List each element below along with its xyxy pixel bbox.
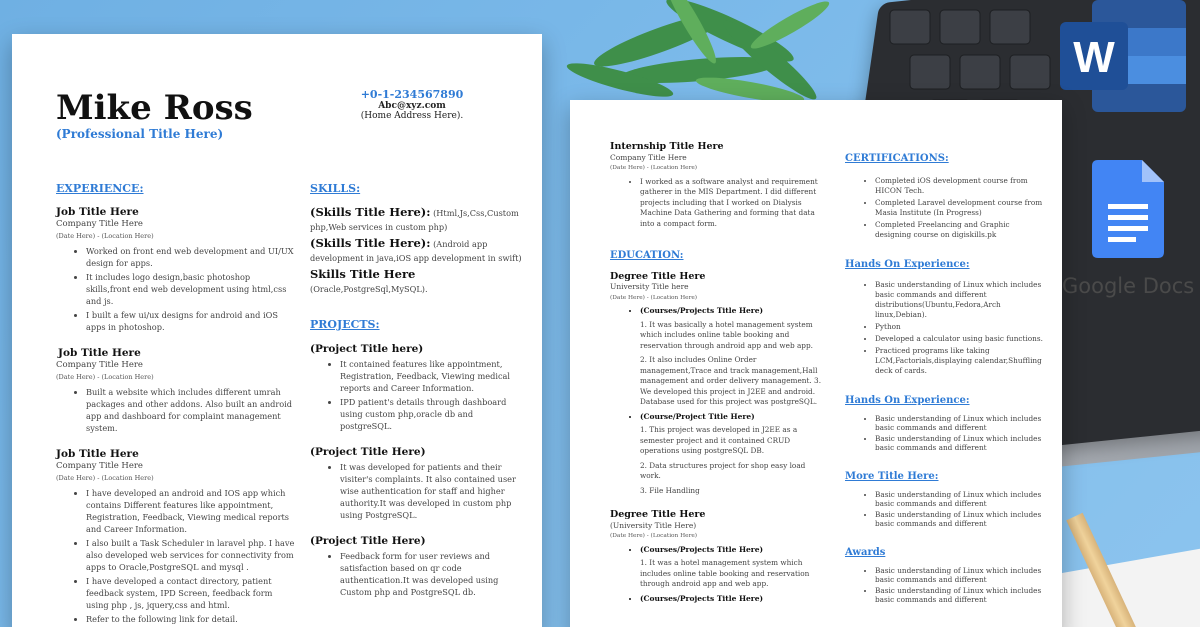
list-item: • Completed Laravel development course from Masia Institute (In Progress)	[875, 198, 1045, 218]
email-address: Abc@xyz.com	[378, 101, 446, 111]
resume-page-2	[570, 100, 1062, 627]
hands-on-bullets	[845, 414, 1045, 452]
education-heading: EDUCATION:	[610, 250, 684, 261]
project-bullets	[310, 358, 526, 432]
company-title: Company Title Here	[610, 152, 687, 162]
list-item: • Built a website which includes different umrah packages and other addons. Also built an android app and dashboard for complaint management system.	[86, 386, 296, 434]
course-paragraph: 2. It also includes Online Order management,Trace and track management,Hall management and order delivery management. 3. We developed this project in J2EE and android. Database used for this project was postgreSQL.	[640, 355, 822, 406]
microsoft-word-icon	[1060, 0, 1186, 112]
skill-detail: (Oracle,PostgreSql,MySQL).	[310, 284, 428, 294]
company-title: Company Title Here	[56, 219, 143, 229]
list-item: • Worked on front end web development and UI/UX design for apps.	[86, 245, 296, 269]
skill-title: (Skills Title Here):	[310, 236, 431, 250]
degree-courses	[610, 306, 824, 317]
list-item: • Basic understanding of Linux which includes basic commands and different	[875, 510, 1045, 528]
internship-title: Internship Title Here	[610, 141, 724, 152]
list-item: • I built a few ui/ux designs for android and iOS apps in photoshop.	[86, 309, 296, 333]
skills-column	[310, 206, 522, 299]
list-item: • Developed a calculator using basic functions.	[875, 334, 1045, 344]
certification-bullets	[845, 176, 1045, 240]
home-address: (Home Address Here).	[360, 111, 464, 121]
list-item: • I also built a Task Scheduler in laravel php. I have also developed web services for connectivity from apps to Oracle,PostgreSQL and mysql .	[86, 537, 296, 573]
hands-on-bullets	[845, 280, 1045, 376]
university-title: University Title here	[610, 282, 689, 291]
word-letter: W	[1073, 33, 1115, 82]
list-item: • Feedback form for user reviews and satisfaction based on qr code authentication.It was developed using Custom php and PostgreSQL db.	[340, 550, 526, 598]
list-item: • Basic understanding of Linux which includes basic commands and different	[875, 434, 1045, 452]
skill-detail: (Html,Js,Css,Custom php,Web services in custom php)	[310, 208, 519, 232]
experience-column	[56, 206, 296, 627]
job-date: (Date Here) - (Location Here)	[56, 474, 154, 482]
contact-block	[332, 88, 492, 121]
degree-date: (Date Here) - (Location Here)	[610, 533, 698, 539]
certifications-heading: CERTIFICATIONS:	[845, 153, 949, 164]
course-paragraph: 1. It was a hotel management system which includes online table booking and reservation through android app and web app.	[640, 558, 810, 588]
skills-heading: SKILLS:	[310, 182, 361, 195]
project-bullets	[310, 550, 526, 598]
list-item: • It was developed for patients and their visiter's complaints. It also contained user wise authentication for staff and higher authority.It was developed in custom php using PostgreSQL.	[340, 461, 526, 521]
list-item: • I have developed a contact directory, patient feedback system, IPD Screen, feedback form using php , js, jquery,css and html.	[86, 575, 296, 611]
course-title: • (Courses/Projects Title Here)	[640, 545, 824, 556]
project-title: (Project Title here)	[310, 343, 424, 355]
list-item: • Python	[875, 322, 1045, 332]
professional-title: (Professional Title Here)	[56, 127, 224, 141]
internship-bullets	[610, 177, 824, 230]
project-bullets	[310, 461, 526, 521]
google-docs-label: Google Docs	[1062, 274, 1195, 298]
job-title: Job Title Here	[56, 448, 139, 460]
list-item: • I worked as a software analyst and requirement gatherer in the MIS Department. I did different projects including that I worked on Dialysis Machine Data Gathering and forming that data into a compact form.	[640, 177, 824, 230]
list-item: • Completed Freelancing and Graphic designing course on digiskills.pk	[875, 220, 1045, 240]
internship-date: (Date Here) - (Location Here)	[610, 165, 698, 171]
skill-detail: (Android app development in java,iOS app development in swift)	[310, 239, 522, 263]
plant-decoration	[560, 0, 880, 110]
list-item: • Completed iOS development course from HICON Tech.	[875, 176, 1045, 196]
degree-date: (Date Here) - (Location Here)	[610, 294, 698, 301]
course-paragraph: 2. Data structures project for shop easy load work.	[640, 460, 806, 480]
list-item: • I have developed an android and IOS app which contains Different features like appointment, Registration, Feedback, Viewing medical reports and Career Information.	[86, 487, 296, 535]
more-title-bullets	[845, 490, 1045, 528]
course-title: • (Courses/Projects Title Here)	[640, 594, 824, 605]
list-item: • Basic understanding of Linux which includes basic commands and different	[875, 566, 1045, 584]
left-column	[610, 142, 824, 606]
google-docs-icon	[1092, 160, 1164, 258]
candidate-name: Mike Ross	[56, 88, 253, 128]
course-paragraph: 1. This project was developed in J2EE as a semester project and it contained CRUD operations using postgreSQL DB.	[640, 425, 798, 455]
degree-title: Degree Title Here	[610, 509, 706, 520]
degree-courses	[610, 412, 824, 423]
course-paragraph: 1. It was basically a hotel management system which includes online table booking and reservation through android app and web app.	[640, 319, 813, 350]
more-title-heading: More Title Here:	[845, 471, 939, 482]
list-item: • Basic understanding of Linux which includes basic commands and different	[875, 490, 1045, 508]
hands-on-heading: Hands On Experience:	[845, 395, 970, 406]
job-title: Job Title Here	[58, 347, 141, 359]
job-date: (Date Here) - (Location Here)	[56, 232, 154, 240]
skill-title: (Skills Title Here):	[310, 205, 431, 219]
course-paragraph: 3. File Handling	[640, 485, 700, 495]
job-bullets	[56, 386, 296, 434]
degree-title: Degree Title Here	[610, 270, 706, 282]
degree-courses	[610, 545, 824, 556]
skill-entry	[310, 206, 522, 234]
list-item: • Practiced programs like taking LCM,Factorials,displaying calendar,Shuffling deck of cards.	[875, 346, 1045, 376]
list-item: • Basic understanding of Linux which includes basic commands and different	[875, 414, 1045, 432]
list-item: • It includes logo design,basic photoshop skills,front end web development using html,css and js.	[86, 271, 296, 307]
course-title: • (Courses/Projects Title Here)	[640, 306, 824, 317]
skill-entry	[310, 268, 522, 296]
hands-on-heading: Hands On Experience:	[845, 259, 970, 270]
company-title: Company Title Here	[56, 360, 143, 370]
skill-entry	[310, 237, 522, 265]
project-title: (Project Title Here)	[310, 535, 426, 547]
job-bullets	[56, 487, 296, 625]
list-item: • Basic understanding of Linux which includes basic commands and different distributions(Ubuntu,Fedora,Arch linux,Debian).	[875, 280, 1045, 320]
university-title: (University Title Here)	[610, 520, 697, 530]
degree-courses	[610, 594, 824, 605]
awards-heading: Awards	[845, 547, 886, 558]
company-title: Company Title Here	[56, 461, 143, 471]
experience-heading: EXPERIENCE:	[56, 182, 144, 195]
course-title: • (Course/Project Title Here)	[640, 412, 824, 423]
job-date: (Date Here) - (Location Here)	[56, 373, 154, 381]
list-item: • It contained features like appointment, Registration, Feedback, Viewing medical reports and Career Information.	[340, 358, 526, 394]
right-column	[845, 154, 1045, 606]
job-bullets	[56, 245, 296, 333]
resume-page-1	[12, 34, 542, 627]
list-item: • IPD patient's details through dashboard using custom php,oracle db and postgreSQL.	[340, 396, 526, 432]
projects-heading: PROJECTS:	[310, 318, 380, 331]
awards-bullets	[845, 566, 1045, 604]
list-item: • Refer to the following link for detail.	[86, 613, 296, 625]
skill-title: Skills Title Here	[310, 267, 416, 281]
job-title: Job Title Here	[56, 206, 139, 218]
projects-column	[310, 343, 526, 600]
phone-number: +0-1-234567890	[360, 88, 464, 101]
list-item: • Basic understanding of Linux which includes basic commands and different	[875, 586, 1045, 604]
project-title: (Project Title Here)	[310, 446, 426, 458]
